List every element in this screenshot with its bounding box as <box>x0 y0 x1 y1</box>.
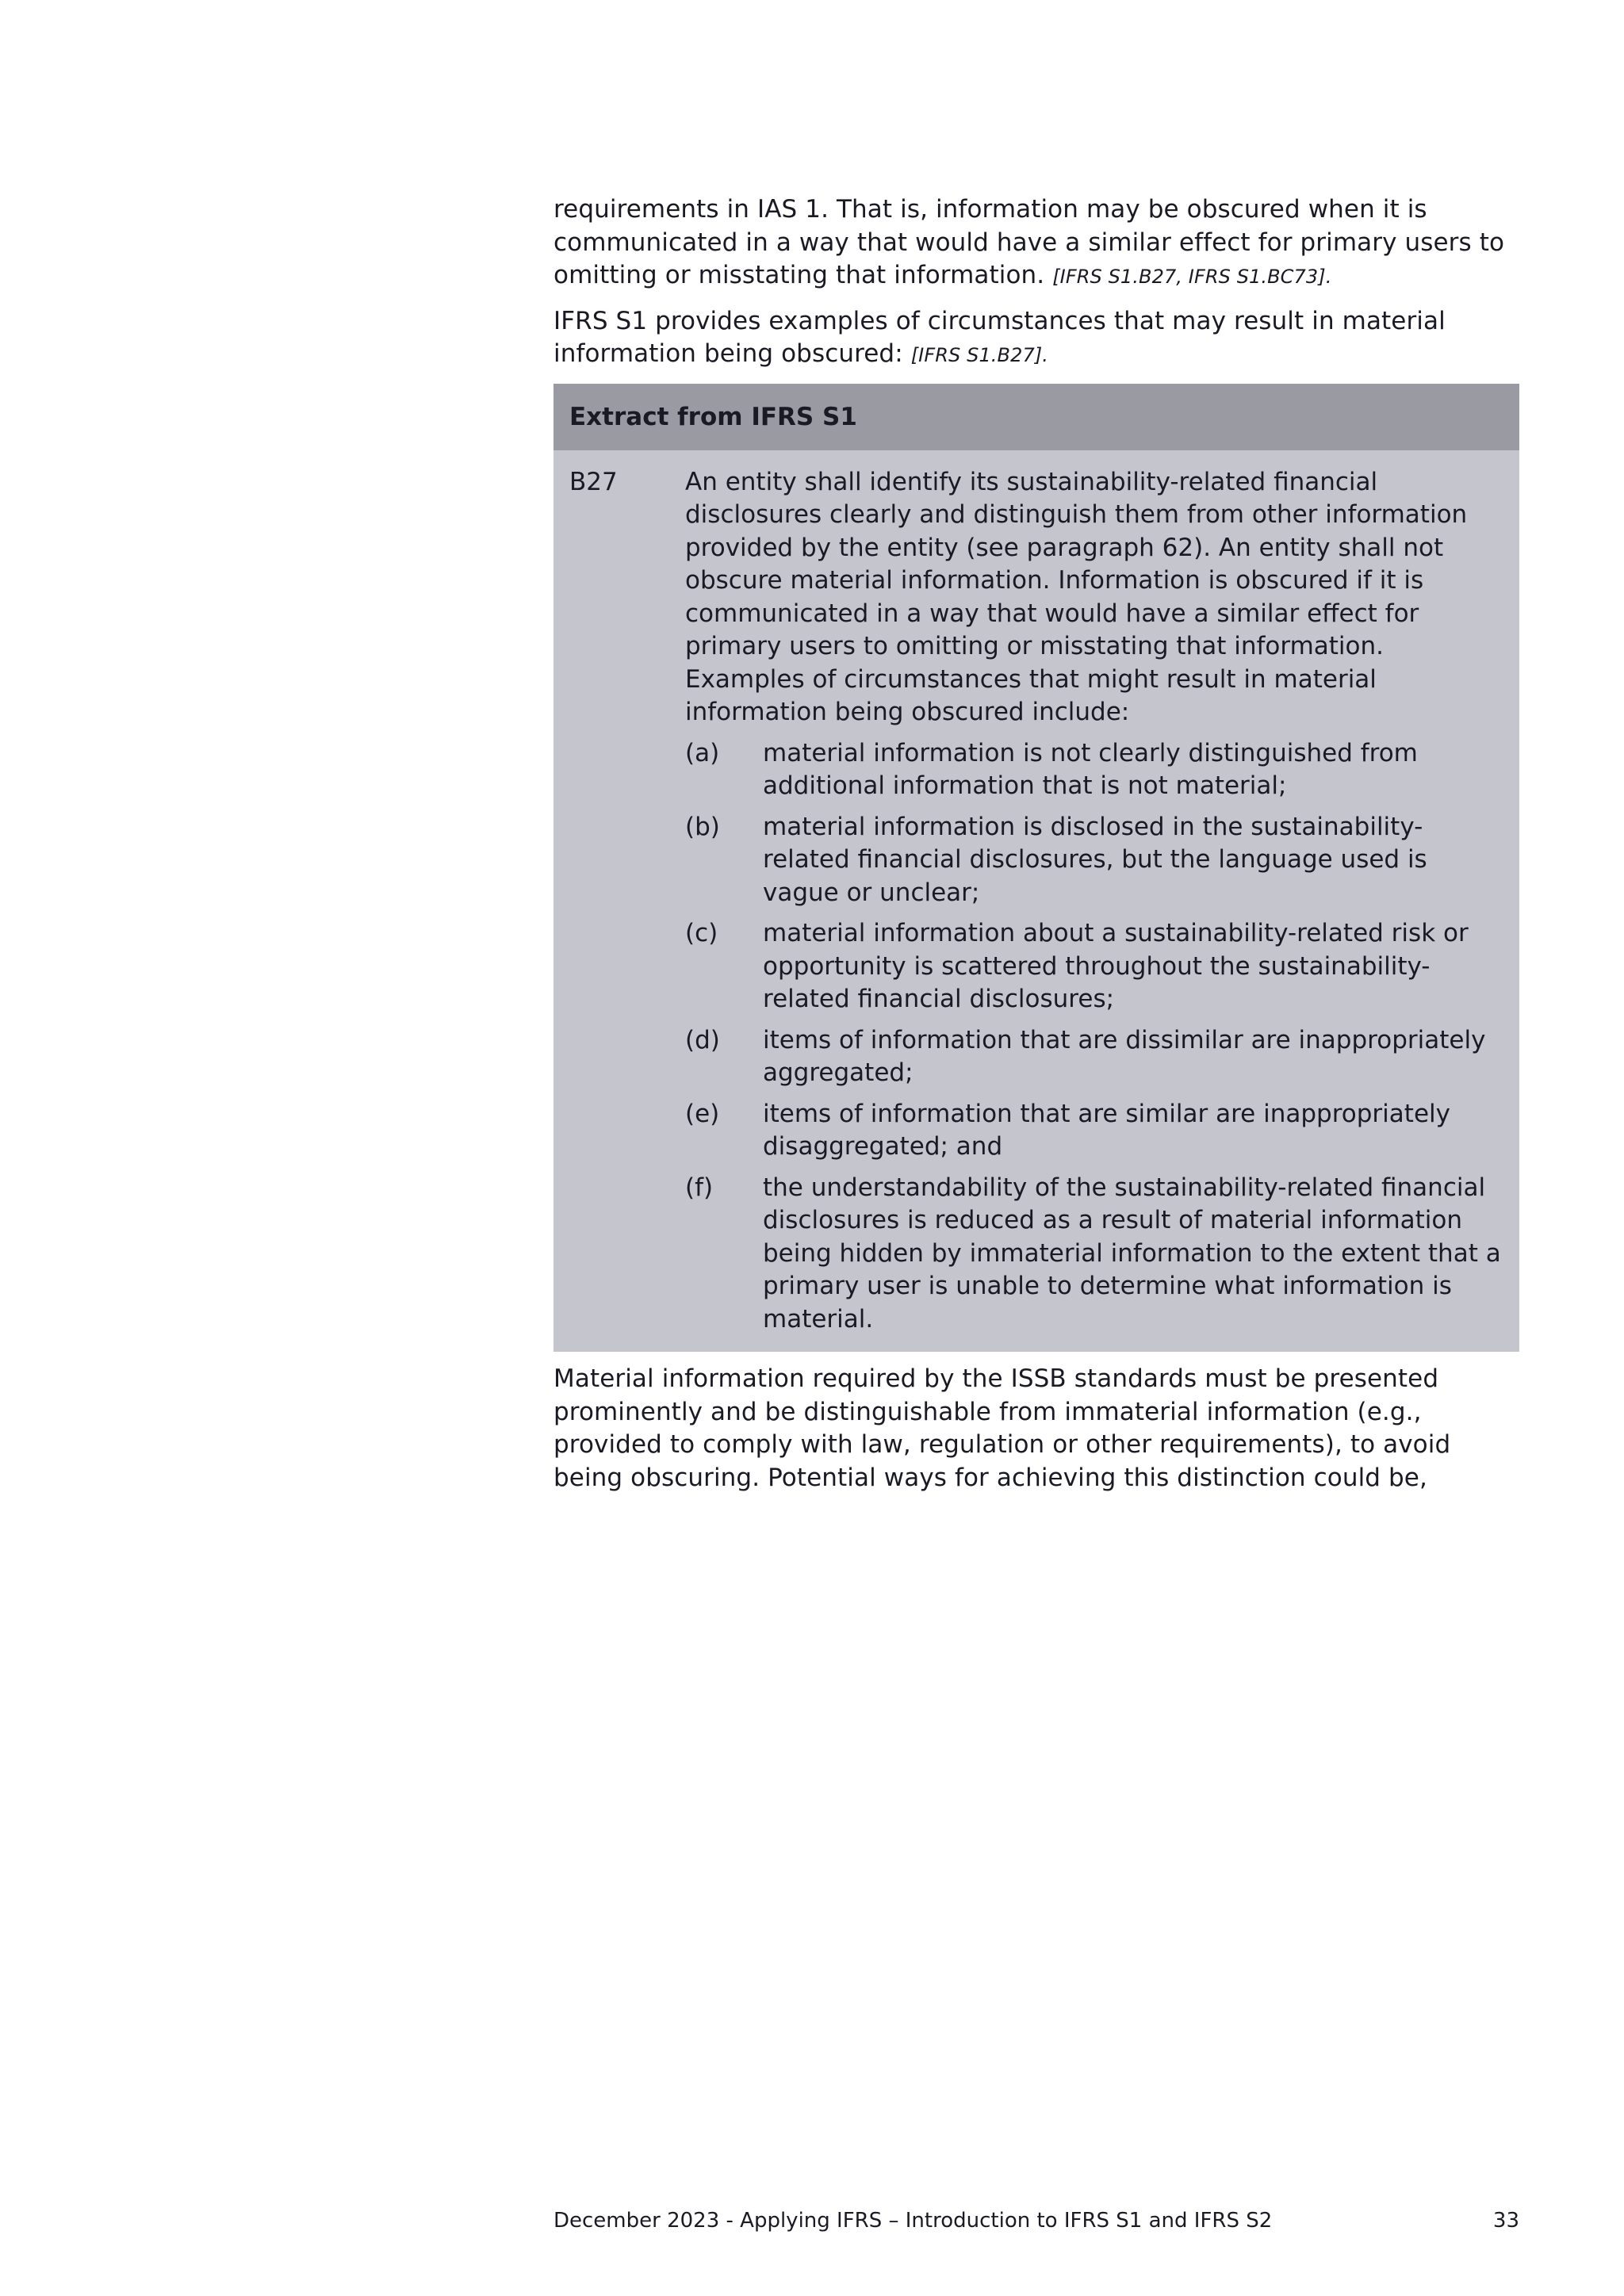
list-item-text: items of information that are dissimilar are inappropriately aggregated; <box>763 1025 1486 1087</box>
intro-paragraph-2-text: IFRS S1 provides examples of circumstances that may result in material information being obscured: <box>553 306 1446 368</box>
list-item-label: (e) <box>685 1099 720 1128</box>
list-item-label: (a) <box>685 738 720 767</box>
list-item-text: the understandability of the sustainability-related financial disclosures is reduced as a result of material information being hidden by immaterial information to the extent that a primary user is unable to determine what information is material. <box>763 1173 1501 1334</box>
page-content <box>553 193 1519 1506</box>
intro-paragraph-1 <box>553 193 1519 294</box>
intro-paragraph-1-reference: [IFRS S1.B27, IFRS S1.BC73]. <box>1052 266 1332 288</box>
list-item-label: (d) <box>685 1025 720 1054</box>
list-item-text: material information is not clearly distinguished from additional information that is not material; <box>763 738 1418 800</box>
list-item-text: items of information that are similar are inappropriately disaggregated; and <box>763 1099 1450 1161</box>
intro-paragraph-1-text: requirements in IAS 1. That is, information may be obscured when it is communicated in a way that would have a similar effect for primary users to omitting or misstating that information. <box>553 195 1505 289</box>
intro-paragraph-2 <box>553 305 1519 373</box>
extract-box <box>553 384 1519 1353</box>
list-item-label: (f) <box>685 1173 714 1202</box>
intro-paragraph-2-reference: [IFRS S1.B27]. <box>910 344 1049 366</box>
page-footer <box>553 2209 1519 2233</box>
footer-text: December 2023 - Applying IFRS – Introduction to IFRS S1 and IFRS S2 <box>553 2209 1273 2233</box>
list-item-f <box>685 1172 1503 1337</box>
paragraph-number: B27 <box>569 467 618 496</box>
list-item-c <box>685 917 1503 1016</box>
extract-title: Extract from IFRS S1 <box>553 384 1519 450</box>
page-number: 33 <box>1492 2209 1519 2233</box>
list-item-label: (c) <box>685 919 718 947</box>
paragraph-text: An entity shall identify its sustainability-related financial disclosures clearly and distinguish them from other information provided by the entity (see paragraph 62). An entity shall not obscure material information. Information is obscured if it is communicated in a way that would have a similar effect for primary users to omitting or misstating that information. Examples of circumstances that might result in material information being obscured include: <box>685 467 1468 726</box>
list-item-e <box>685 1098 1503 1164</box>
list-item-a <box>685 737 1503 803</box>
list-item-text: material information is disclosed in the sustainability-related financial disclosures, but the language used is vague or unclear; <box>763 812 1427 907</box>
closing-paragraph: Material information required by the ISSB standards must be presented prominently and be distinguishable from immaterial information (e.g., provided to comply with law, regulation or other requirements), to avoid being obscuring. Potential ways for achieving this distinction could be, <box>553 1364 1451 1492</box>
list-item-text: material information about a sustainability-related risk or opportunity is scattered throughout the sustainability-related financial disclosures; <box>763 919 1469 1013</box>
list-item-label: (b) <box>685 812 720 841</box>
paragraph-body <box>685 466 1503 1345</box>
list-item-d <box>685 1024 1503 1090</box>
extract-paragraph <box>553 450 1519 1345</box>
list-item-b <box>685 811 1503 910</box>
